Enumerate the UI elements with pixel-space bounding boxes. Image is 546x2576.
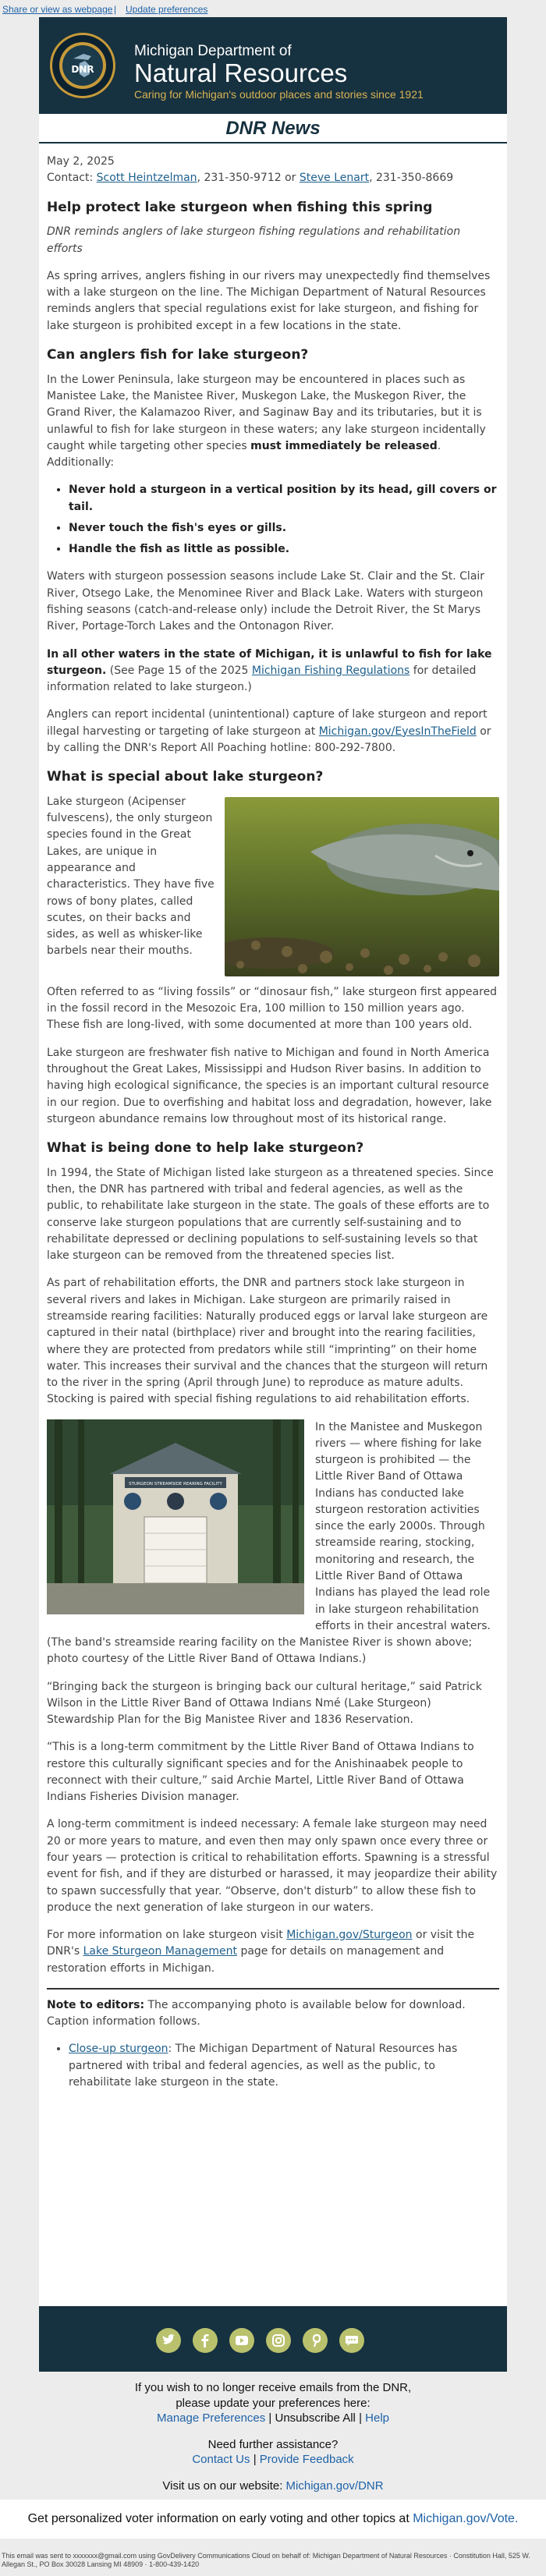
youtube-icon[interactable] [229,2328,254,2353]
unsubscribe-line2: please update your preferences here: [176,2396,370,2410]
list-item: • Handle the fish as little as possible. [69,541,499,558]
sturgeon-management-link[interactable]: Lake Sturgeon Management [83,1945,237,1958]
dnr-logo [50,33,115,98]
article-contact: Contact: Scott Heintzelman, 231-350-9712 or Steve Lenart, 231-350-8669 [47,172,454,185]
article-subhead: DNR reminds anglers of lake sturgeon fishing regulations and rehabilitation efforts [47,225,461,255]
article-headline: Help protect lake sturgeon when fishing this spring [47,199,433,215]
facility-sign-text: STURGEON STREAMSIDE REARING FACILITY [129,1481,222,1486]
unsubscribe-line1: If you wish to no longer receive emails from the DNR, [134,2381,412,2394]
email-card [39,17,507,2306]
paragraph-stocking: As part of rehabilitation efforts, the DNR and partners stock lake sturgeon in several rivers and lakes in Michigan. Lake sturgeon are primarily raised in streamside rearing facilities: Naturally produced eggs or larval lake sturgeon are captured in their natal (birthplace) river and brought into the rearing facilities, where they are protected from predators while still “imprinting” on their home water. This increases their survival and the chances that the sturgeon will return to the river in the spring (April through June) to reproduce as mature adults. Stocking is paired with special fishing regulations to aid rehabilitation efforts. [47,1277,488,1406]
news-bar [39,114,507,144]
header-line1: Michigan Department of [134,43,292,59]
paragraph-native: Lake sturgeon are freshwater fish native to Michigan and found in North America throughout the Great Lakes, Mississippi and Hudson River basins. In addition to having high ecological significance, the species is an important cultural resource in our region. Due to overfishing and habitat loss and degradation, however, lake sturgeon abundance remains low throughout most of its historical range. [47,1046,492,1125]
share-webpage-link[interactable]: Share or view as webpage [2,4,113,15]
manage-preferences-link[interactable]: Manage Preferences [157,2411,266,2425]
help-link[interactable]: Help [365,2411,389,2425]
unsubscribe-all-link[interactable]: Unsubscribe All [275,2411,356,2425]
separator: | [268,2411,275,2425]
paragraph-seasons: Waters with sturgeon possession seasons include Lake St. Clair and the St. Clair River, Otsego Lake, the Menominee River and Black Lake. Waters with sturgeon fishing seasons (catch-and-release only) include the Detroit River, the St Marys River, Portage-Torch Lakes and the Ontonagon River. [47,570,485,633]
message-icon[interactable] [339,2328,364,2353]
close-up-sturgeon-link[interactable]: Close-up sturgeon [69,2043,168,2056]
separator: | [359,2411,366,2425]
heading-help: What is being done to help lake sturgeon? [47,1140,364,1157]
paragraph-intro: As spring arrives, anglers fishing in our rivers may unexpectedly find themselves with a lake sturgeon on the line. The Michigan Department of Natural Resources reminds anglers that special regulations exist for lake sturgeon, and fishing for lake sturgeon is prohibited except in a few locations in the state. [47,269,491,332]
website-line: Visit us on our website: Michigan.gov/DNR [162,2479,384,2493]
footer-block [0,2380,546,2493]
top-bar [0,0,546,17]
paragraph-unlawful: In all other waters in the state of Michigan, it is unlawful to fish for lake sturgeon. (See Page 15 of the 2025 Michigan Fishing Regulations for detailed information related to lake sturgeon.) [47,647,492,694]
contact-scott-link[interactable]: Scott Heintzelman [96,172,197,185]
header-tagline: Caring for Michigan's outdoor places and stories since 1921 [134,88,424,101]
quote-wilson: “Bringing back the sturgeon is bringing back our cultural heritage,” said Patrick Wilson in the Little River Band of Ottawa Indians Nmé (Lake Sturgeon) Stewardship Plan for the Big Manistee River and 1836 Reservation. [47,1680,482,1727]
article-date: May 2, 2025 [47,155,115,168]
sturgeon-link[interactable]: Michigan.gov/Sturgeon [286,1929,413,1942]
voter-text: Get personalized voter information on early voting and other topics at [27,2512,413,2525]
news-title: DNR News [225,118,321,139]
voter-banner [0,2500,546,2539]
handling-list [47,482,499,558]
paragraph-locations: In the Lower Peninsula, lake sturgeon may be encountered in places such as Manistee Lake, the Manistee River, Muskegon Lake, the Muskegon River, the Grand River, the Kalamazoo River, and Saginaw Bay and its tributaries, but it is unlawful to fish for lake sturgeon in these waters; any lake sturgeon incidentally caught while targeting other species must immediately be released. Additionally: [47,373,486,469]
update-preferences-link[interactable]: Update preferences [126,4,208,15]
fine-print: This email was sent to xxxxxxx@gmail.com using GovDelivery Communications Cloud on behalf of: Michigan Department of Natural Resources · Constitution Hall, 525 W. Allegan St., PO Box 30028 Lansing MI 48909 · 1-800-439-1420 [2,2552,530,2568]
contact-steve-link[interactable]: Steve Lenart [299,172,370,185]
photo-list-item: • Close-up sturgeon: The Michigan Department of Natural Resources has partnered with tribal and federal agencies, as well as the public, to rehabilitate lake sturgeon in the state. [69,2041,499,2091]
rearing-facility-photo[interactable] [47,1419,304,1614]
list-item: • Never hold a sturgeon in a vertical position by its head, gill covers or tail. [69,482,499,516]
note-to-editors: Note to editors: The accompanying photo is available below for download. Caption information follows. [47,1998,466,2029]
paragraph-threatened: In 1994, the State of Michigan listed lake sturgeon as a threatened species. Since then, the DNR has partnered with tribal and federal agencies, as well as the public, to rehabilitate lake sturgeon in the state. The goals of these efforts are to conserve lake sturgeon populations that are currently self-sustaining and to rehabilitate depressed or declining populations to self-sustaining levels so that lake sturgeon can be removed from the threatened species list. [47,1166,494,1263]
list-item: • Never touch the fish's eyes or gills. [69,520,499,537]
paragraph-report: Anglers can report incidental (unintentional) capture of lake sturgeon and report illegal harvesting or targeting of lake sturgeon at Michigan.gov/EyesInTheField or by calling the DNR's Report All Poaching hotline: 800-292-7800. [47,708,491,754]
contact-links [0,2452,546,2468]
fishing-regulations-link[interactable]: Michigan Fishing Regulations [251,664,410,677]
contact-us-link[interactable]: Contact Us [192,2453,250,2466]
paragraph-description: Lake sturgeon (Acipenser fulvescens), the only sturgeon species found in the Great Lakes, are unique in appearance and characteristics. They have five rows of bony plates, called scutes, on their backs and sides, as well as whisker-like barbels near their mouths. [47,795,214,958]
photo-list [47,2041,499,2091]
dnr-website-link[interactable]: Michigan.gov/DNR [285,2479,384,2493]
pinterest-icon[interactable] [303,2328,328,2353]
eyes-in-the-field-link[interactable]: Michigan.gov/EyesInTheField [318,725,477,738]
vote-link[interactable]: Michigan.gov/Vote. [413,2512,519,2525]
article-content [47,154,499,2102]
paragraph-fossils: Often referred to as “living fossils” or “dinosaur fish,” lake sturgeon first appeared in the fossil record in the Mesozoic Era, 100 million to 150 million years ago. These fish are long-lived, with some documented at more than 100 years old. [47,985,498,1032]
header-title: Natural Resources [134,58,348,87]
paragraph-manistee: In the Manistee and Muskegon rivers — where fishing for lake sturgeon is prohibited — the Little River Band of Ottawa Indians has conducted lake sturgeon restoration activities since the early 2000s. Through streamside rearing, stocking, monitoring and research, the Little River Band of Ottawa Indians has played the lead role in lake sturgeon rehabilitation efforts in their ancestral waters. (The band's streamside rearing facility on the Manistee River is shown above; photo courtesy of the Little River Band of Ottawa Indians.) [47,1420,491,1666]
facebook-icon[interactable] [193,2328,218,2353]
heading-special: What is special about lake sturgeon? [47,769,324,785]
need-help-text: Need further assistance? [207,2437,339,2451]
separator: | [253,2453,260,2466]
logo-center-text: DNR [71,64,94,75]
divider [47,1988,499,1990]
instagram-icon[interactable] [266,2328,291,2353]
michigan-map-icon [52,35,113,96]
heading-can-fish: Can anglers fish for lake sturgeon? [47,346,309,363]
dnr-header [39,17,507,114]
quote-martel: “This is a long-term commitment by the Little River Band of Ottawa Indians to restore this culturally significant species and for the Anishinaabek people to reconnect with their culture,” said Archie Martel, Little River Band of Ottawa Indians Fisheries Division manager. [47,1741,474,1804]
preferences-links [0,2411,546,2426]
provide-feedback-link[interactable]: Provide Feedback [259,2453,354,2466]
social-strip [39,2306,507,2372]
paragraph-commitment: A long-term commitment is indeed necessary: A female lake sturgeon may need 20 or more years to mature, and even then may only spawn once every three or four years — protection is critical to rehabilitation efforts. Spawning is a stressful event for fish, and if they are disturbed or harassed, it may jeopardize their ability to spawn successfully that year. “Observe, don't disturb” to allow these fish to produce the next generation of lake sturgeon in our waters. [47,1818,498,1914]
top-bar-divider: | [114,4,117,15]
sturgeon-photo[interactable] [225,797,499,976]
twitter-icon[interactable] [156,2328,181,2353]
paragraph-more-info: For more information on lake sturgeon visit Michigan.gov/Sturgeon or visit the DNR's Lake Sturgeon Management page for details on management and restoration efforts in Michigan. [47,1929,475,1975]
